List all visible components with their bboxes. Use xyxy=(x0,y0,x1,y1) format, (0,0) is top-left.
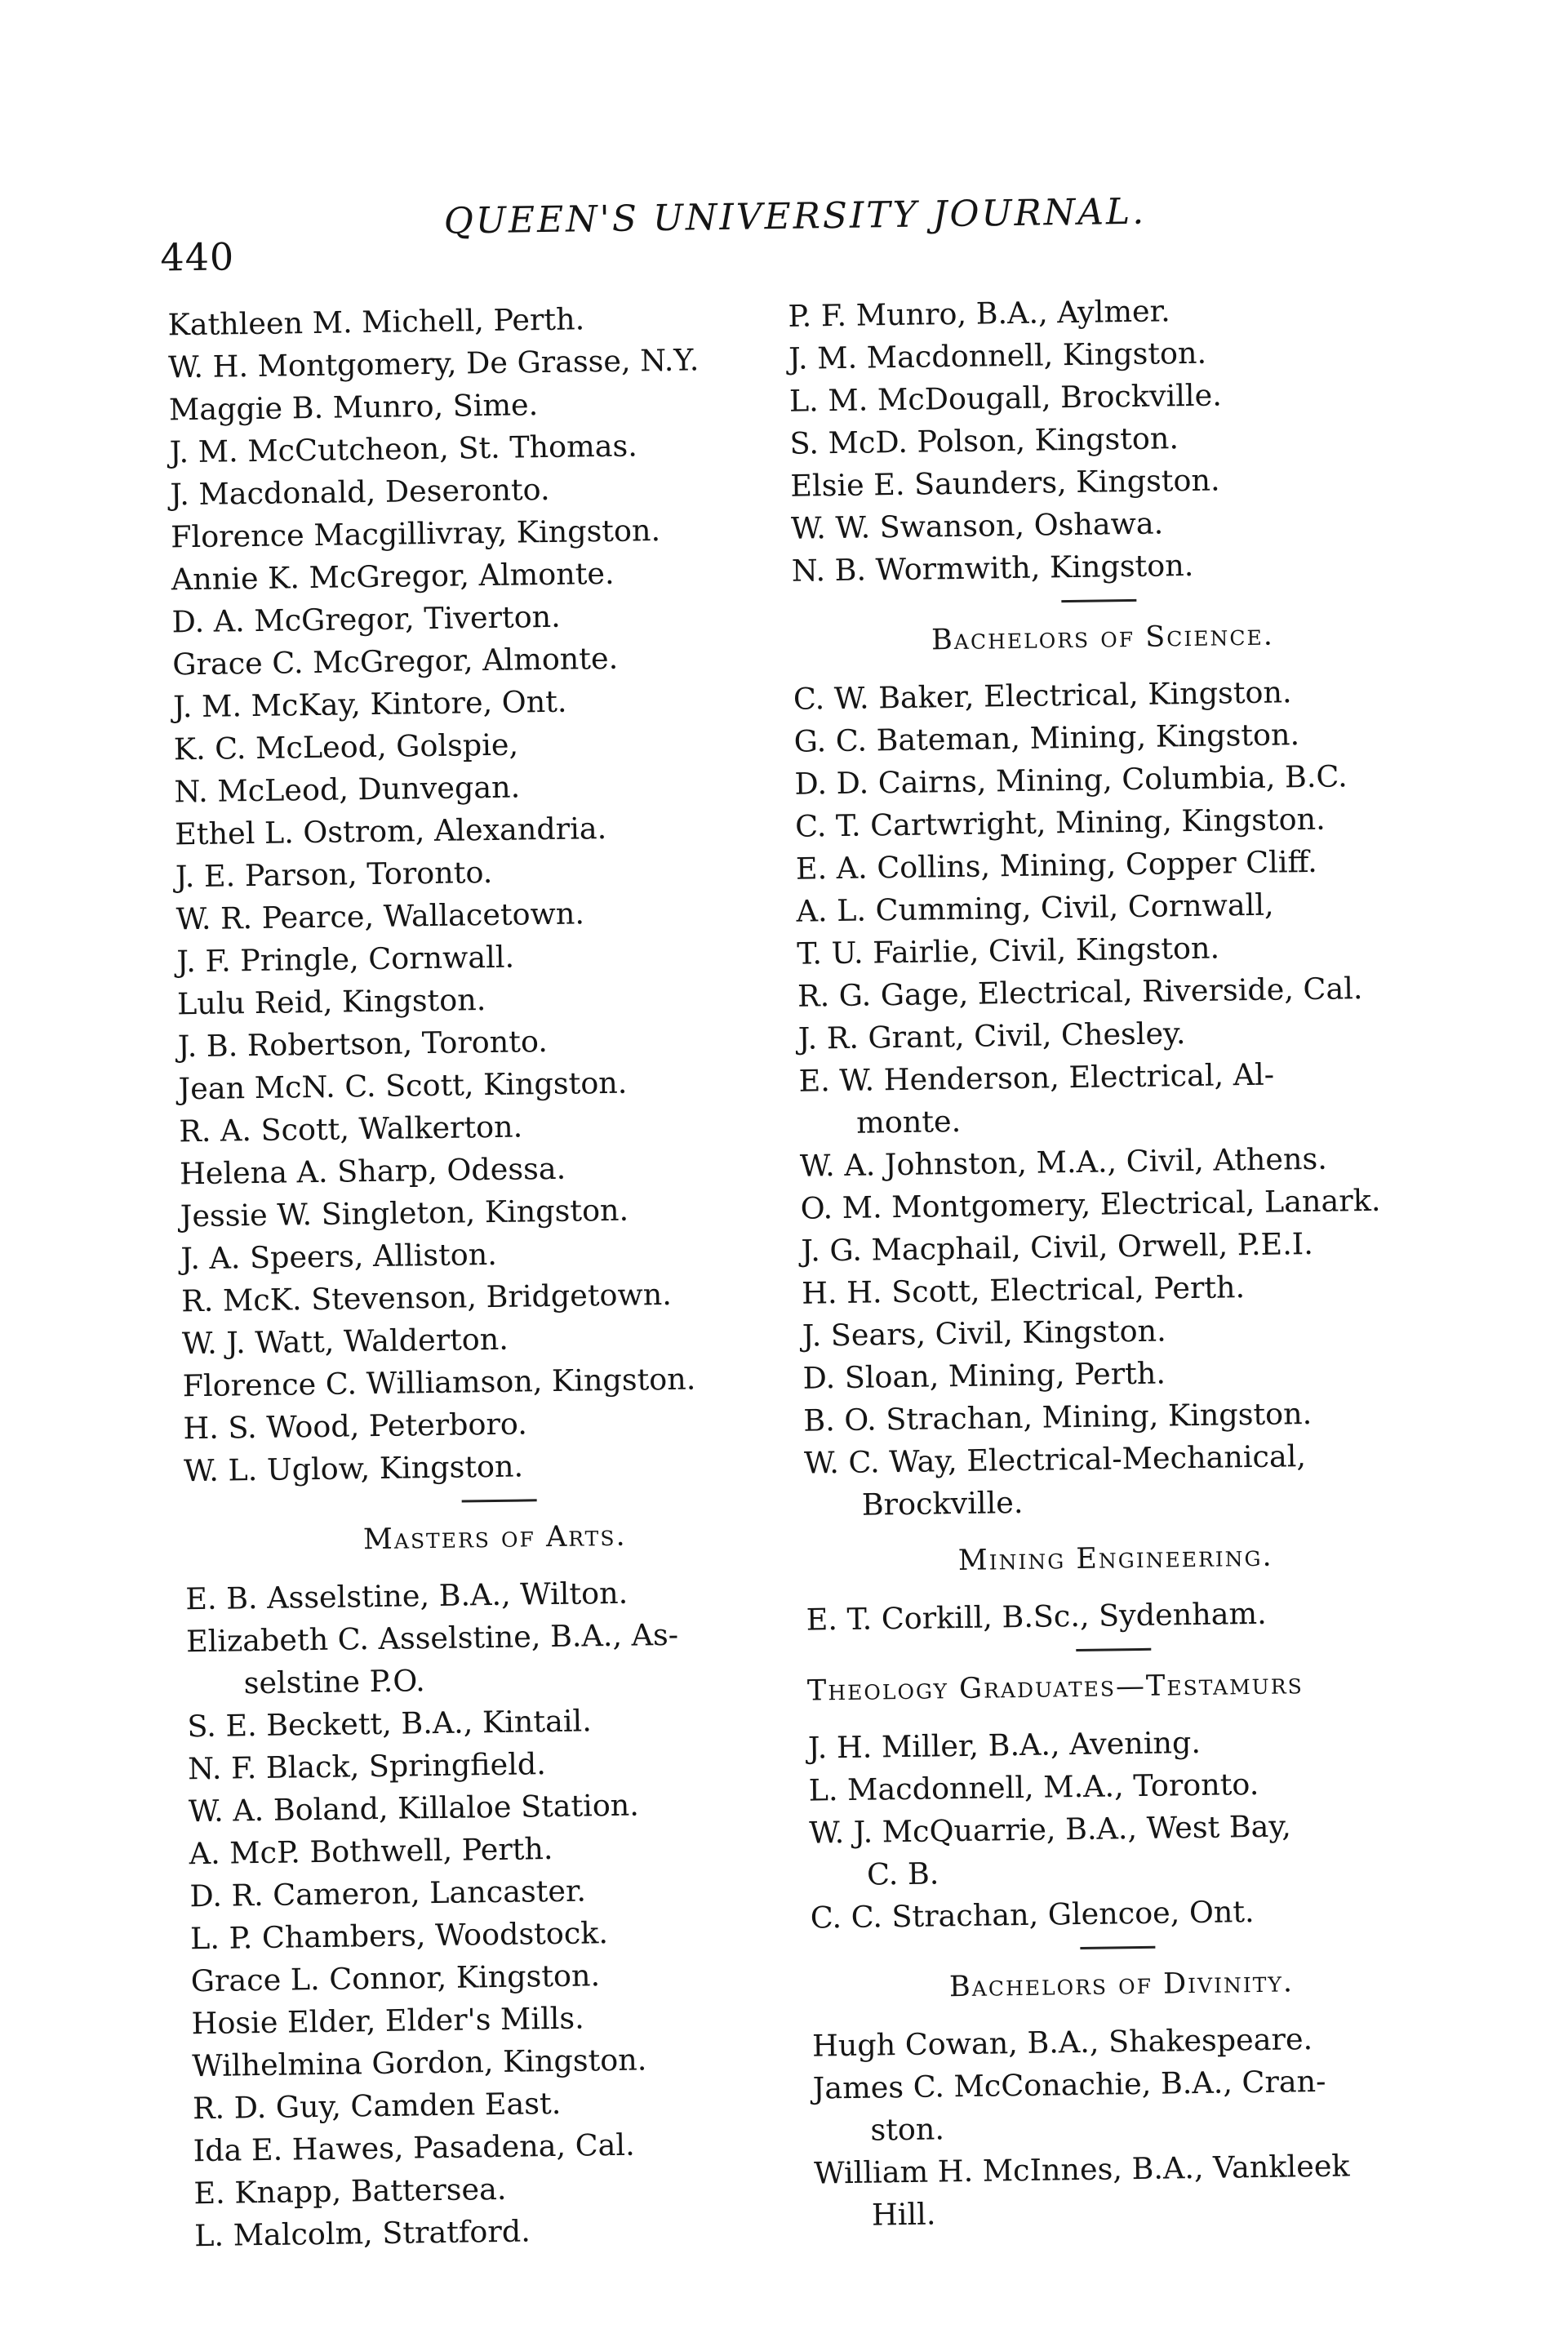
entry-line: H. H. Scott, Electrical, Perth. xyxy=(801,1269,1246,1311)
graduate-entry: N. B. Wormwith, Kingston. xyxy=(791,547,1194,589)
masters-list xyxy=(185,1570,815,2258)
graduate-entry: Helena A. Sharp, Odessa. xyxy=(179,1150,566,1192)
entry-line: J. H. Miller, B.A., Avening. xyxy=(807,1724,1202,1766)
graduate-entry: R. McK. Stevenson, Bridgetown. xyxy=(180,1276,673,1319)
entry-line: D. R. Cameron, Lancaster. xyxy=(189,1873,587,1914)
graduate-entry: S. McD. Polson, Kingston. xyxy=(789,420,1179,461)
entry-line: E. Knapp, Battersea. xyxy=(193,2171,507,2211)
graduate-entry: J. M. McCutcheon, St. Thomas. xyxy=(169,428,638,470)
graduate-entry xyxy=(809,1803,1430,1897)
entry-continuation: C. B. xyxy=(866,1856,939,1892)
graduate-entry: L. M. McDougall, Brockville. xyxy=(788,377,1223,419)
science-list xyxy=(793,669,1425,1527)
graduate-entry: J. Macdonald, Deseronto. xyxy=(170,471,550,513)
entry-line: C. C. Strachan, Glencoe, Ont. xyxy=(810,1894,1255,1936)
entry-line: Grace L. Connor, Kingston. xyxy=(190,1958,601,1999)
graduate-entry: W. R. Pearce, Wallacetown. xyxy=(175,896,585,937)
entry-line: William H. McInnes, B.A., Vankleek xyxy=(813,2148,1350,2191)
graduate-entry: P. F. Munro, B.A., Aylmer. xyxy=(788,293,1170,334)
graduate-entry: Grace C. McGregor, Almonte. xyxy=(172,640,619,682)
graduate-entry xyxy=(814,2144,1435,2238)
mining-list xyxy=(806,1590,1427,1642)
graduate-entry: Kathleen M. Michell, Perth. xyxy=(167,301,585,343)
section-rule xyxy=(1061,599,1136,602)
right-column xyxy=(788,287,1435,2237)
entry-line: C. T. Cartwright, Mining, Kingston. xyxy=(794,801,1326,844)
entry-continuation: monte. xyxy=(855,1103,962,1140)
graduate-entry: Jessie W. Singleton, Kingston. xyxy=(180,1192,629,1234)
section-heading-masters-of-arts: Masters of Arts. xyxy=(362,1519,627,1557)
graduate-list xyxy=(788,287,1412,593)
entry-line: Hosie Elder, Elder's Mills. xyxy=(191,2000,584,2042)
entry-line: E. B. Asselstine, B.A., Wilton. xyxy=(185,1575,629,1617)
entry-line: Wilhelmina Gordon, Kingston. xyxy=(191,2042,647,2084)
entry-line: Ida E. Hawes, Pasadena, Cal. xyxy=(193,2127,635,2169)
graduate-entry xyxy=(812,2059,1433,2153)
page-number: 440 xyxy=(159,234,235,280)
entry-line: W. A. Johnston, M.A., Civil, Athens. xyxy=(799,1140,1328,1184)
entry-line: W. C. Way, Electrical-Mechanical, xyxy=(803,1438,1307,1481)
graduate-entry xyxy=(186,1612,807,1706)
section-rule xyxy=(1080,1946,1155,1949)
graduate-entry: W. L. Uglow, Kingston. xyxy=(183,1448,524,1489)
entry-line: J. Sears, Civil, Kingston. xyxy=(802,1313,1166,1354)
graduate-entry: Jean McN. C. Scott, Kingston. xyxy=(178,1065,628,1107)
entry-line: A. McP. Bothwell, Perth. xyxy=(189,1831,553,1872)
section-rule xyxy=(1076,1648,1151,1651)
graduate-entry: Lulu Reid, Kingston. xyxy=(176,982,486,1022)
entry-line: D. D. Cairns, Mining, Columbia, B.C. xyxy=(794,758,1348,802)
entry-line: T. U. Fairlie, Civil, Kingston. xyxy=(797,930,1220,971)
entry-line: L. P. Chambers, Woodstock. xyxy=(189,1915,609,1957)
graduate-entry: Maggie B. Munro, Sime. xyxy=(168,387,539,428)
graduate-entry xyxy=(800,1179,1421,1230)
graduate-entry: K. C. McLeod, Golspie, xyxy=(173,727,519,767)
entry-line: L. Malcolm, Stratford. xyxy=(193,2213,531,2254)
graduate-entry xyxy=(798,1051,1419,1145)
left-column xyxy=(167,296,815,2257)
graduate-entry xyxy=(194,2207,815,2258)
entry-line: Elizabeth C. Asselstine, B.A., As- xyxy=(185,1616,679,1660)
entry-line: B. O. Strachan, Mining, Kingston. xyxy=(803,1395,1313,1438)
section-heading-bachelors-of-divinity: Bachelors of Divinity. xyxy=(948,1966,1295,2004)
entry-line: G. C. Bateman, Mining, Kingston. xyxy=(793,717,1300,759)
entry-line: R. G. Gage, Electrical, Riverside, Cal. xyxy=(797,971,1363,1014)
graduate-entry xyxy=(797,967,1419,1018)
graduate-entry: J. E. Parson, Toronto. xyxy=(175,854,493,895)
graduate-entry: W. W. Swanson, Oshawa. xyxy=(790,505,1164,546)
graduate-entry: H. S. Wood, Peterboro. xyxy=(183,1406,528,1447)
entry-line: E. W. Henderson, Electrical, Al- xyxy=(798,1056,1275,1099)
section-heading-mining-engineering: Mining Engineering. xyxy=(957,1540,1273,1578)
divinity-list xyxy=(812,2016,1436,2238)
graduate-entry: W. J. Watt, Walderton. xyxy=(181,1321,509,1362)
graduate-entry xyxy=(795,797,1416,848)
graduate-entry: Elsie E. Saunders, Kingston. xyxy=(790,462,1220,504)
graduate-list xyxy=(167,296,804,1492)
entry-line: W. J. McQuarrie, B.A., West Bay, xyxy=(809,1808,1292,1851)
entry-line: C. W. Baker, Electrical, Kingston. xyxy=(793,674,1292,717)
entry-line: Hugh Cowan, B.A., Shakespeare. xyxy=(811,2021,1313,2064)
entry-line: D. Sloan, Mining, Perth. xyxy=(802,1355,1166,1396)
graduate-entry: Florence C. Williamson, Kingston. xyxy=(182,1361,696,1404)
graduate-entry: N. McLeod, Dunvegan. xyxy=(174,769,521,810)
graduate-entry: R. A. Scott, Walkerton. xyxy=(179,1109,523,1149)
graduate-entry xyxy=(806,1590,1427,1642)
section-heading-bachelors-of-science: Bachelors of Science. xyxy=(931,619,1275,657)
running-head: QUEEN'S UNIVERSITY JOURNAL. xyxy=(443,190,1147,242)
entry-line: S. E. Beckett, B.A., Kintail. xyxy=(187,1703,593,1745)
entry-continuation: Hill. xyxy=(871,2196,936,2233)
entry-continuation: ston. xyxy=(870,2111,945,2148)
entry-line: W. A. Boland, Killaloe Station. xyxy=(188,1787,640,1829)
entry-line: L. Macdonnell, M.A., Toronto. xyxy=(808,1766,1259,1808)
graduate-entry xyxy=(810,1888,1431,1940)
graduate-entry: W. H. Montgomery, De Grasse, N.Y. xyxy=(167,342,700,385)
graduate-entry: J. M. Macdonnell, Kingston. xyxy=(788,335,1207,376)
entry-line: R. D. Guy, Camden East. xyxy=(192,2085,562,2127)
entry-line: J. R. Grant, Civil, Chesley. xyxy=(797,1016,1186,1056)
graduate-entry: Florence Macgillivray, Kingston. xyxy=(170,513,661,555)
graduate-entry: Annie K. McGregor, Almonte. xyxy=(171,555,615,598)
graduate-entry: J. B. Robertson, Toronto. xyxy=(177,1024,549,1065)
graduate-entry: J. A. Speers, Alliston. xyxy=(180,1236,498,1277)
graduate-entry: J. M. McKay, Kintore, Ont. xyxy=(172,683,567,725)
section-rule xyxy=(462,1499,537,1502)
entry-line: A. L. Cumming, Civil, Cornwall, xyxy=(796,887,1274,929)
entry-line: James C. McConachie, B.A., Cran- xyxy=(812,2063,1326,2106)
entry-line: E. A. Collins, Mining, Copper Cliff. xyxy=(795,843,1318,887)
graduate-entry xyxy=(804,1434,1425,1527)
entry-line: J. G. Macphail, Civil, Orwell, P.E.I. xyxy=(801,1225,1314,1269)
graduate-entry: D. A. McGregor, Tiverton. xyxy=(171,598,562,640)
entry-continuation: selstine P.O. xyxy=(243,1663,425,1701)
section-heading-theology-graduates: Theology Graduates—Testamurs xyxy=(806,1668,1304,1708)
graduate-entry: Ethel L. Ostrom, Alexandria. xyxy=(174,810,607,852)
graduate-entry: J. F. Pringle, Cornwall. xyxy=(176,939,515,980)
entry-line: E. T. Corkill, B.Sc., Sydenham. xyxy=(806,1595,1267,1638)
entry-line: N. F. Black, Springfield. xyxy=(187,1746,547,1787)
theology-list xyxy=(808,1718,1432,1940)
entry-line: O. M. Montgomery, Electrical, Lanark. xyxy=(800,1182,1381,1226)
entry-continuation: Brockville. xyxy=(861,1484,1024,1522)
